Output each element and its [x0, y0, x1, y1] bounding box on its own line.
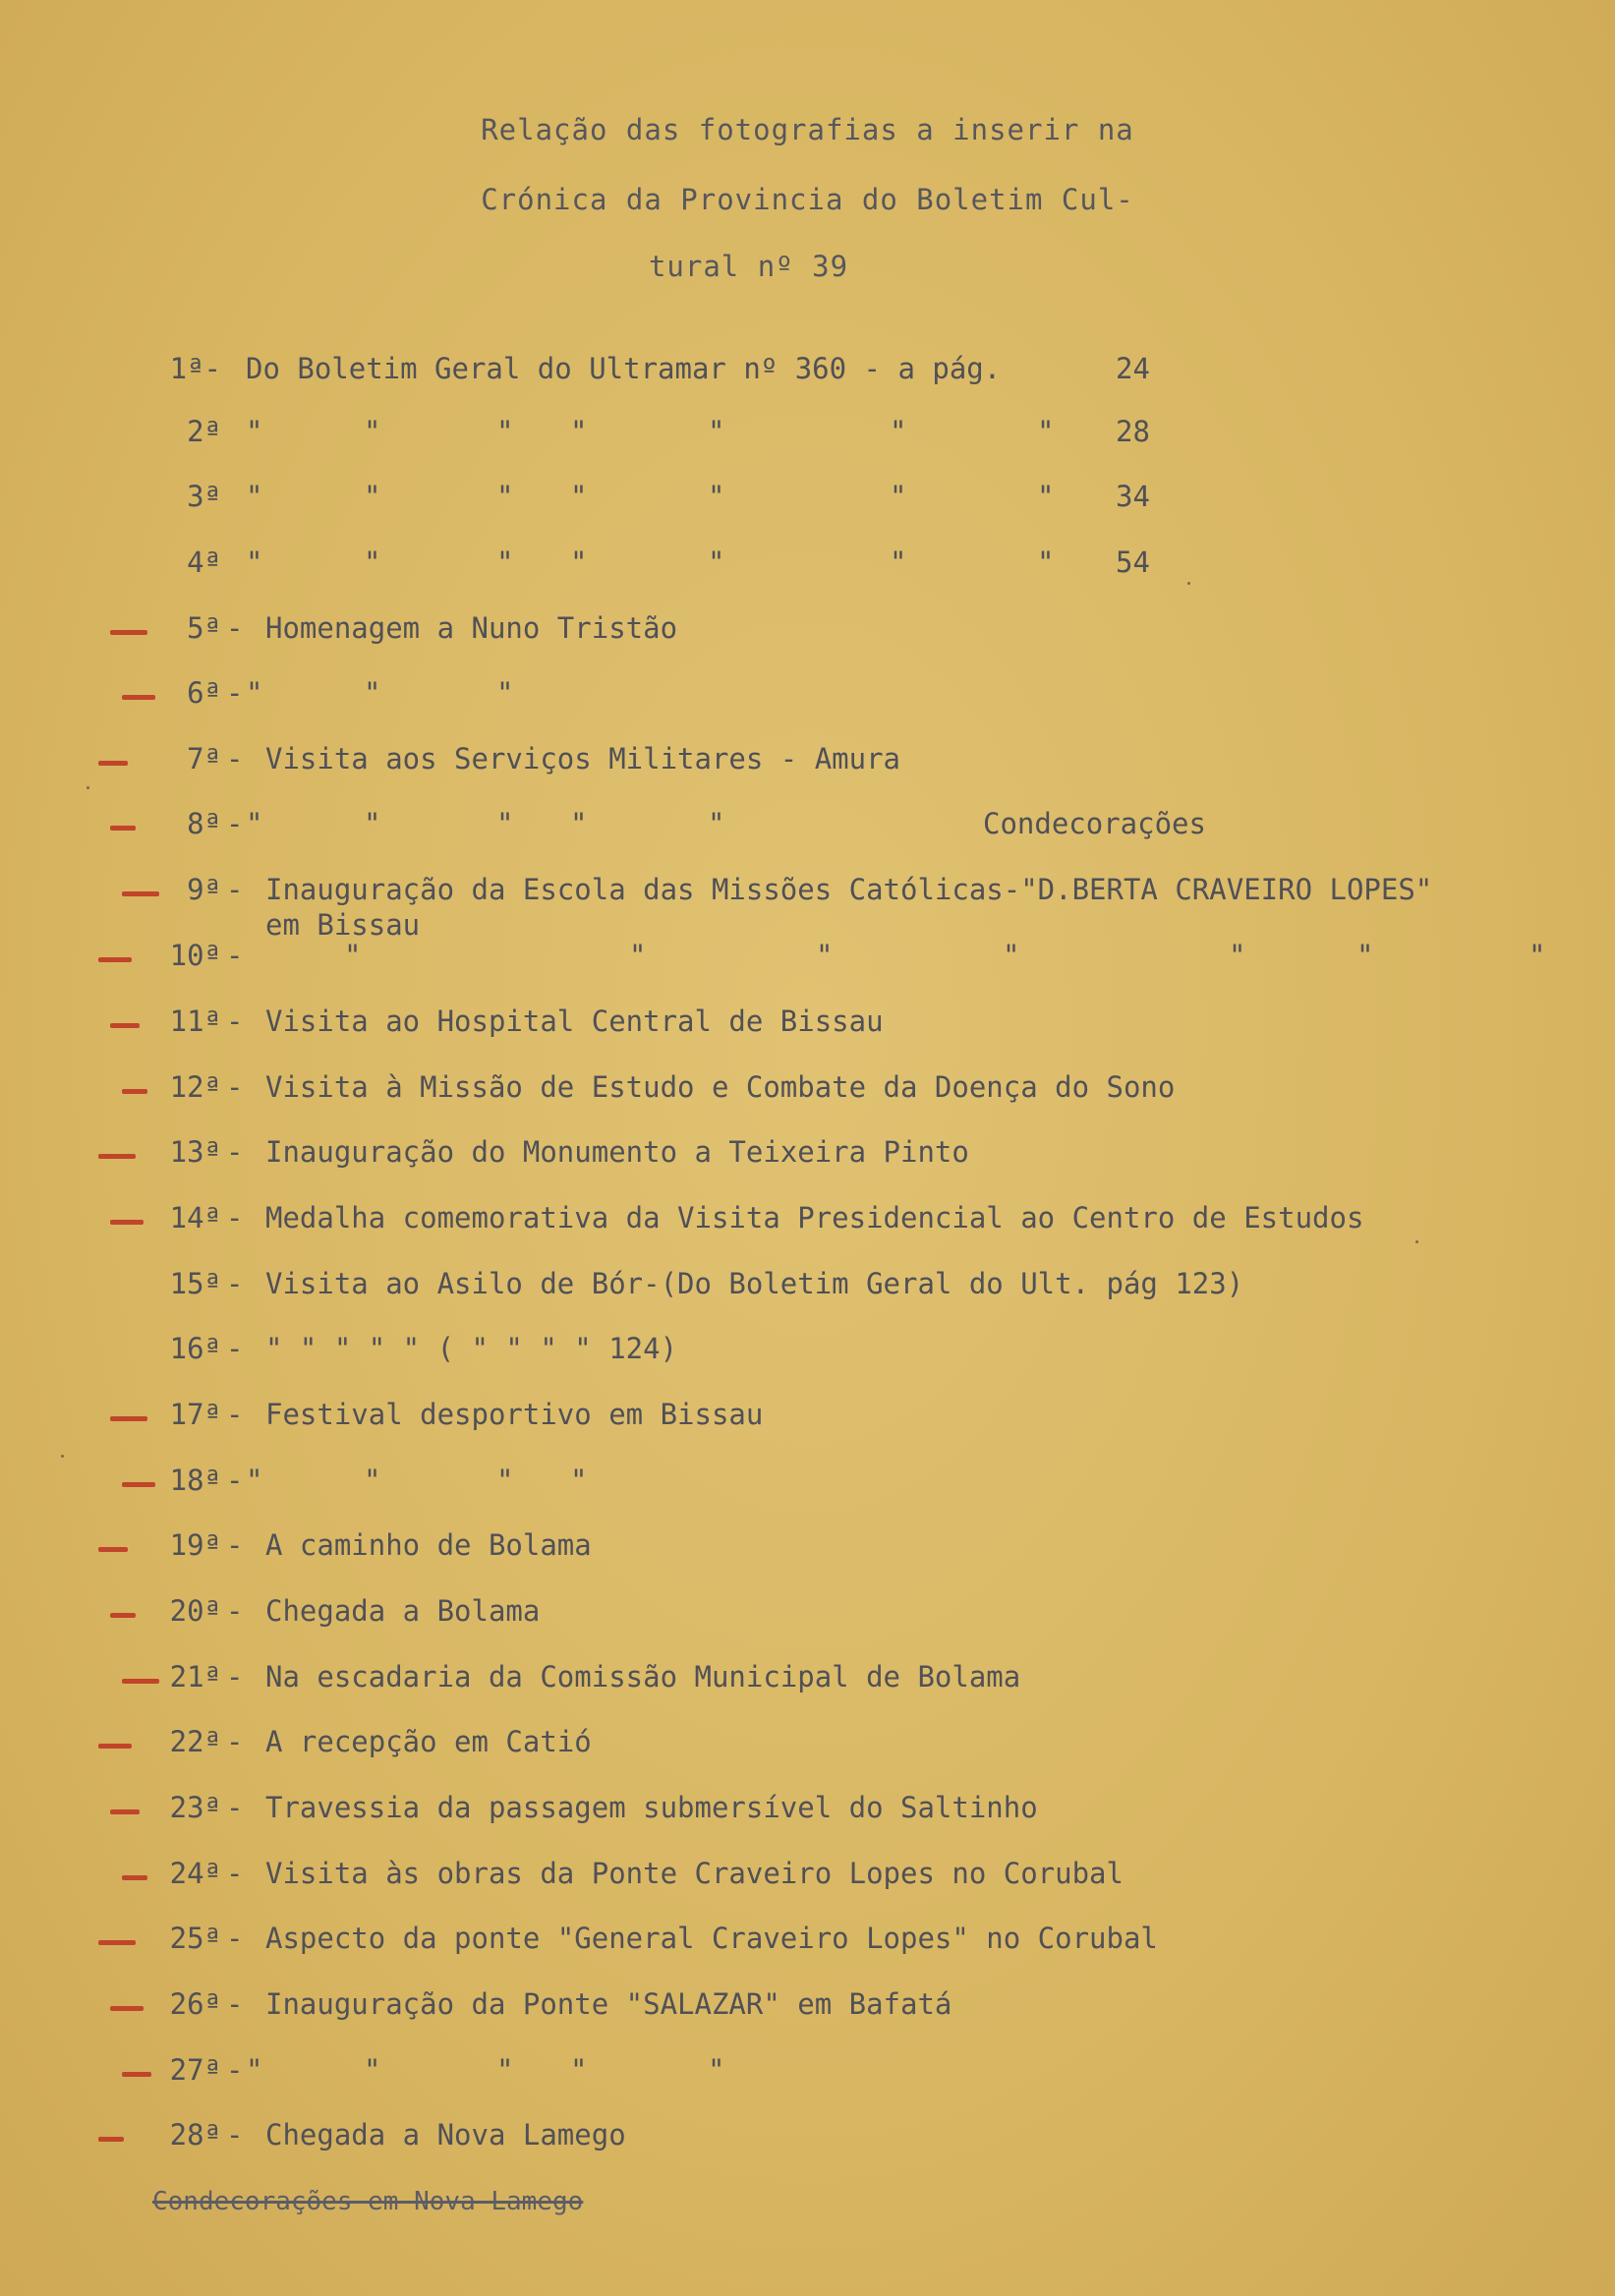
item-number: 24ª: [169, 1857, 221, 1890]
item-number: 28ª: [169, 2118, 221, 2152]
item-description: Festival desportivo em Bissau: [265, 1398, 764, 1431]
separator-dash: -: [226, 1987, 244, 2021]
item-description: Homenagem a Nuno Tristão: [265, 611, 678, 645]
item-number: 23ª: [169, 1791, 221, 1824]
ditto-mark: ": [496, 480, 514, 513]
item-description: Travessia da passagem submersível do Saltinho: [265, 1791, 1038, 1824]
separator-dash: -: [226, 611, 244, 645]
pencil-check-mark: [110, 1220, 144, 1225]
ditto-mark: ": [1229, 939, 1246, 972]
separator-dash: -: [226, 1791, 244, 1824]
list-item: [0, 939, 1615, 978]
item-description: Na escadaria da Comissão Municipal de Bolama: [265, 1660, 1021, 1693]
list-item: [0, 1398, 1615, 1437]
separator-dash: -: [226, 1135, 244, 1169]
item-number: 2ª: [187, 415, 221, 448]
list-item: [0, 1857, 1615, 1896]
separator-dash: -: [226, 939, 244, 972]
ditto-mark: ": [496, 1464, 514, 1497]
ditto-mark: ": [344, 939, 362, 972]
item-number: 6ª: [187, 676, 221, 710]
separator-dash: -: [226, 1660, 244, 1693]
separator-dash: -: [226, 807, 244, 840]
item-description: Visita ao Hospital Central de Bissau: [265, 1004, 884, 1038]
page-reference: 54: [1116, 545, 1150, 579]
document-title-line-3: tural nº 39: [648, 250, 849, 283]
ditto-mark: ": [1356, 939, 1374, 972]
ditto-mark: ": [629, 939, 647, 972]
page-reference: 24: [1116, 352, 1150, 385]
item-description: Visita à Missão de Estudo e Combate da Doença do Sono: [265, 1070, 1176, 1104]
separator-dash: -: [226, 1725, 244, 1758]
item-number: 11ª: [169, 1004, 221, 1038]
item-number: 18ª: [169, 1464, 221, 1497]
item-description: Visita aos Serviços Militares - Amura: [265, 742, 901, 775]
document-title-line-2: Crónica da Provincia do Boletim Cul-: [481, 183, 1134, 216]
item-description: Chegada a Nova Lamego: [265, 2118, 626, 2152]
separator-dash: -: [226, 2118, 244, 2152]
ditto-mark: ": [246, 1464, 263, 1497]
ditto-mark: ": [570, 1464, 588, 1497]
separator-dash: -: [226, 1332, 244, 1365]
item-number: 10ª: [169, 939, 221, 972]
pencil-check-mark: [122, 695, 155, 700]
ditto-mark: ": [1037, 545, 1055, 579]
item-description: Aspecto da ponte "General Craveiro Lopes" no Corubal: [265, 1922, 1158, 1955]
ditto-mark: ": [570, 480, 588, 513]
item-number: 8ª: [187, 807, 221, 840]
ditto-mark: ": [816, 939, 834, 972]
item-description: Medalha comemorativa da Visita Presidencial ao Centro de Estudos: [265, 1201, 1364, 1234]
pencil-check-mark: [110, 2006, 144, 2011]
list-item: [0, 1267, 1615, 1306]
crossed-out-entry: Condecorações em Nova Lamego: [152, 2187, 584, 2216]
ditto-mark: ": [364, 2053, 381, 2087]
ditto-mark: ": [708, 2053, 725, 2087]
item-number: 13ª: [169, 1135, 221, 1169]
list-item: [0, 742, 1615, 781]
ditto-mark: ": [1037, 415, 1055, 448]
item-number: 5ª: [187, 611, 221, 645]
list-item: [0, 1791, 1615, 1830]
list-item: [0, 1922, 1615, 1961]
list-item: [0, 545, 1615, 585]
list-item: [0, 1004, 1615, 1044]
separator-dash: -: [226, 873, 244, 906]
separator-dash: -: [226, 1267, 244, 1300]
list-item: [0, 676, 1615, 716]
ditto-mark: ": [364, 545, 381, 579]
item-description: Visita às obras da Ponte Craveiro Lopes no Corubal: [265, 1857, 1124, 1890]
list-item: [0, 415, 1615, 454]
separator-dash: -: [226, 1857, 244, 1890]
list-item: [0, 480, 1615, 519]
list-item: [0, 1464, 1615, 1503]
item-number: 20ª: [169, 1594, 221, 1628]
item-description: Inauguração da Ponte "SALAZAR" em Bafatá: [265, 1987, 952, 2021]
pencil-check-mark: [110, 826, 136, 831]
ditto-mark: ": [496, 676, 514, 710]
list-item: [0, 1660, 1615, 1699]
pencil-check-mark: [98, 1940, 136, 1945]
pencil-check-mark: [110, 1809, 140, 1814]
ditto-mark: ": [1528, 939, 1546, 972]
list-item: [0, 1201, 1615, 1240]
item-number: 9ª: [187, 873, 221, 906]
item-description-continuation: em Bissau: [265, 908, 421, 942]
pencil-check-mark: [98, 1154, 136, 1159]
item-number: 26ª: [169, 1987, 221, 2021]
list-item: [0, 1135, 1615, 1175]
separator-dash: -: [226, 1464, 244, 1497]
item-number: 15ª: [169, 1267, 221, 1300]
separator-dash: -: [226, 1594, 244, 1628]
item-number: 27ª: [169, 2053, 221, 2087]
ditto-mark: ": [496, 545, 514, 579]
ditto-mark: ": [708, 415, 725, 448]
list-item: [0, 1332, 1615, 1371]
ditto-mark: ": [890, 415, 907, 448]
item-number: 17ª: [169, 1398, 221, 1431]
item-description: A recepção em Catió: [265, 1725, 592, 1758]
pencil-check-mark: [110, 1023, 140, 1028]
item-description: Visita ao Asilo de Bór-(Do Boletim Geral do Ult. pág 123): [265, 1267, 1244, 1300]
ditto-mark: ": [570, 415, 588, 448]
separator-dash: -: [226, 1070, 244, 1104]
ditto-mark: ": [364, 480, 381, 513]
list-item: [0, 352, 1615, 391]
item-number: 4ª: [187, 545, 221, 579]
ditto-mark: ": [570, 807, 588, 840]
ditto-mark: ": [570, 2053, 588, 2087]
pencil-check-mark: [122, 1875, 147, 1880]
list-item: [0, 807, 1615, 846]
pencil-check-mark: [122, 2072, 151, 2077]
pencil-check-mark: [122, 1679, 159, 1684]
list-item: [0, 1987, 1615, 2027]
ditto-mark: ": [364, 415, 381, 448]
ditto-mark: ": [890, 545, 907, 579]
item-number: 7ª: [187, 742, 221, 775]
list-item: [0, 2053, 1615, 2093]
item-description: " " " " " ( " " " " 124): [265, 1332, 678, 1365]
pencil-check-mark: [98, 761, 128, 766]
ditto-mark: ": [496, 415, 514, 448]
list-item: [0, 1528, 1615, 1568]
separator-dash: -: [226, 1398, 244, 1431]
list-item: [0, 611, 1615, 651]
ditto-mark: ": [1037, 480, 1055, 513]
pencil-check-mark: [98, 2137, 124, 2142]
item-description-tail: Condecorações: [983, 807, 1206, 840]
list-item: [0, 1725, 1615, 1764]
separator-dash: -: [226, 742, 244, 775]
item-number: 25ª: [169, 1922, 221, 1955]
separator-dash: -: [226, 1201, 244, 1234]
item-number: 21ª: [169, 1660, 221, 1693]
list-item: [0, 1594, 1615, 1634]
pencil-check-mark: [110, 1416, 147, 1421]
ditto-mark: ": [890, 480, 907, 513]
item-number: 22ª: [169, 1725, 221, 1758]
item-description: Inauguração do Monumento a Teixeira Pinto: [265, 1135, 969, 1169]
item-number: 12ª: [169, 1070, 221, 1104]
separator-dash: -: [226, 1528, 244, 1562]
ditto-mark: ": [246, 415, 263, 448]
list-item: [0, 873, 1615, 942]
separator-dash: -: [226, 1004, 244, 1038]
item-description: Do Boletim Geral do Ultramar nº 360 - a pág.: [246, 352, 1002, 385]
ditto-mark: ": [364, 807, 381, 840]
pencil-check-mark: [122, 1089, 147, 1094]
ditto-mark: ": [496, 807, 514, 840]
ditto-mark: ": [246, 676, 263, 710]
page-reference: 28: [1116, 415, 1150, 448]
list-item: [0, 2118, 1615, 2157]
item-number: 3ª: [187, 480, 221, 513]
pencil-check-mark: [98, 1547, 128, 1552]
ditto-mark: ": [708, 545, 725, 579]
item-number: 14ª: [169, 1201, 221, 1234]
list-item: [0, 1070, 1615, 1110]
item-number: 1ª-: [169, 352, 221, 385]
pencil-check-mark: [110, 630, 147, 635]
item-description: A caminho de Bolama: [265, 1528, 592, 1562]
ditto-mark: ": [708, 807, 725, 840]
separator-dash: -: [226, 1922, 244, 1955]
ditto-mark: ": [246, 2053, 263, 2087]
pencil-check-mark: [110, 1613, 136, 1618]
pencil-check-mark: [98, 1744, 132, 1749]
item-number: 16ª: [169, 1332, 221, 1365]
ditto-mark: ": [246, 807, 263, 840]
separator-dash: -: [226, 2053, 244, 2087]
ditto-mark: ": [246, 545, 263, 579]
item-number: 19ª: [169, 1528, 221, 1562]
pencil-check-mark: [98, 957, 132, 962]
ditto-mark: ": [364, 676, 381, 710]
ditto-mark: ": [496, 2053, 514, 2087]
pencil-check-mark: [122, 891, 159, 896]
ditto-mark: ": [708, 480, 725, 513]
ditto-mark: ": [246, 480, 263, 513]
ditto-mark: ": [1003, 939, 1020, 972]
item-description: Chegada a Bolama: [265, 1594, 541, 1628]
document-title-line-1: Relação das fotografias a inserir na: [481, 113, 1134, 146]
page-reference: 34: [1116, 480, 1150, 513]
ditto-mark: ": [364, 1464, 381, 1497]
item-description: Inauguração da Escola das Missões Católicas-"D.BERTA CRAVEIRO LOPES": [265, 873, 1433, 906]
pencil-check-mark: [122, 1482, 155, 1487]
separator-dash: -: [226, 676, 244, 710]
ditto-mark: ": [570, 545, 588, 579]
